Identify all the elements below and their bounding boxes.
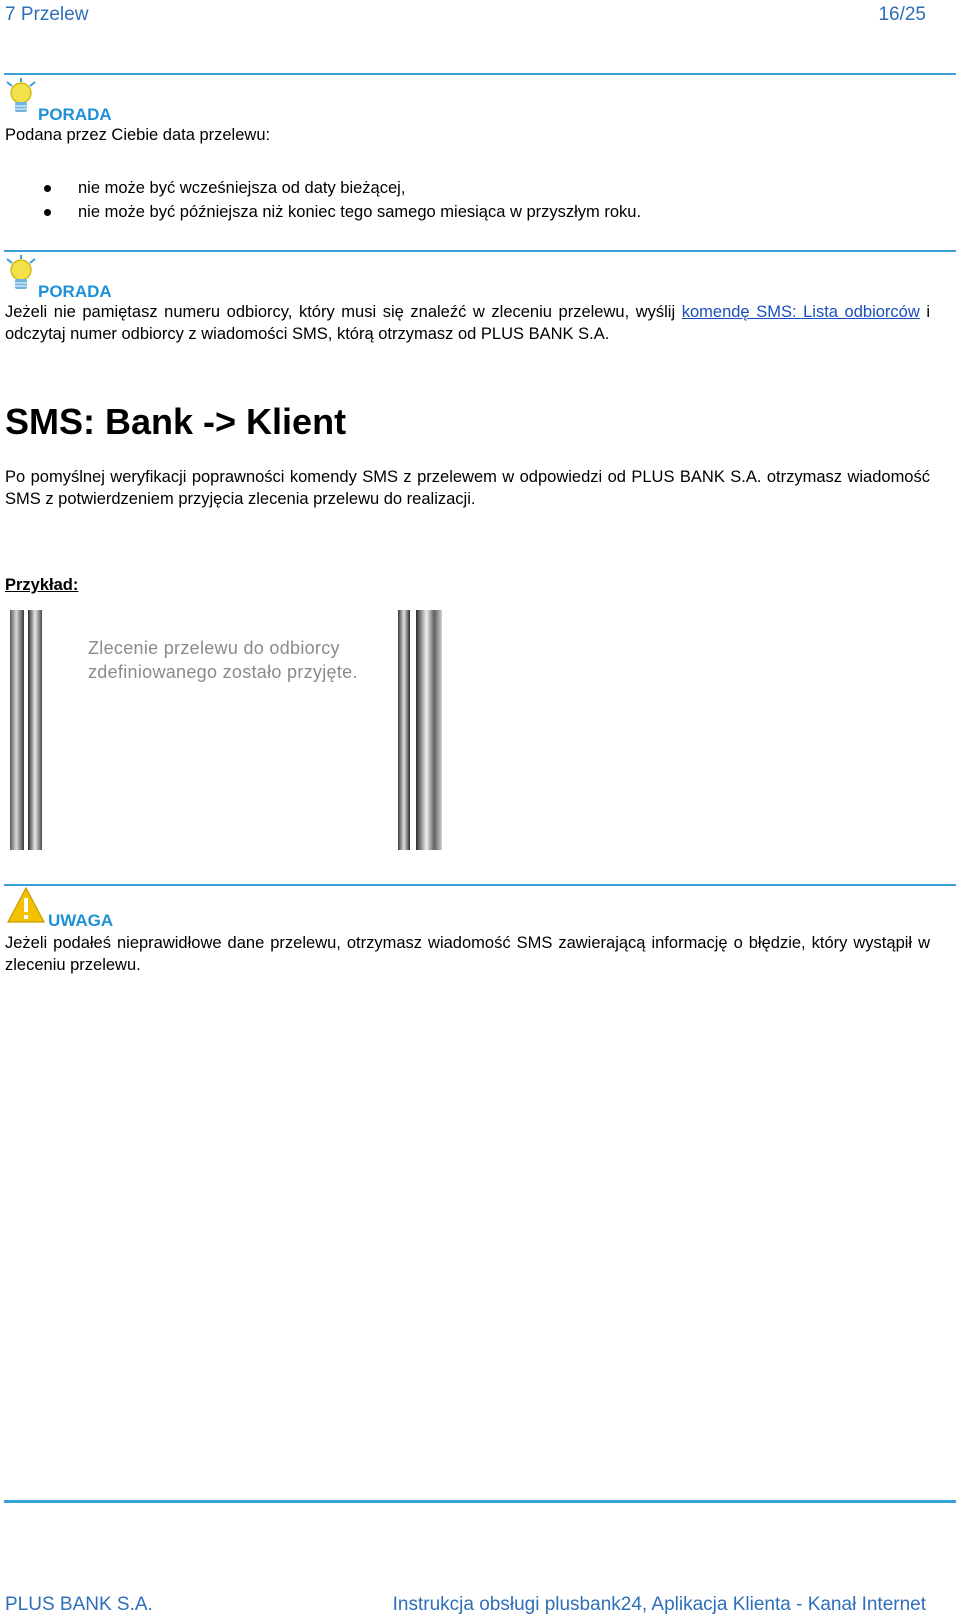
footer-doc-title: Instrukcja obsługi plusbank24, Aplikacja Klienta - Kanał Internet [392,1594,926,1615]
tip-label: PORADA [38,282,112,301]
footer-company: PLUS BANK S.A. [5,1594,153,1615]
warning-text: Jeżeli podałeś nieprawidłowe dane przelewu, otrzymasz wiadomość SMS zawierającą informację o błędzie, który wystąpił w zleceniu przelewu. [5,934,930,974]
phone-frame-right [416,610,442,850]
tip-label: PORADA [38,105,112,124]
tip-text-after: i odczytaj numer odbiorcy z wiadomości SMS, którą otrzymasz od PLUS BANK S.A. [5,303,931,343]
tip-divider [4,250,956,252]
phone-frame-left [10,610,24,850]
chapter-title: 7 Przelew [5,4,89,25]
lightbulb-icon [4,255,38,295]
warning-divider [4,884,956,886]
section-title: SMS: Bank -> Klient [5,401,347,442]
footer-divider [4,1500,956,1503]
sms-message-text: Zlecenie przelewu do odbiorcy zdefiniowanego zostało przyjęte. [88,638,358,682]
sms-command-link[interactable]: komendę SMS: Lista odbiorców [681,303,920,321]
phone-frame-right-inner [398,610,410,850]
tip-divider [4,73,956,75]
example-label: Przykład: [5,576,79,594]
list-item: nie może być wcześniejsza od daty bieżącej, [40,177,641,201]
list-item: nie może być późniejsza niż koniec tego samego miesiąca w przyszłym roku. [40,201,641,225]
tip-text [5,301,930,345]
phone-frame-left-inner [28,610,42,850]
warning-label: UWAGA [48,911,114,930]
section-body: Po pomyślnej weryfikacji poprawności komendy SMS z przelewem w odpowiedzi od PLUS BANK S.A. otrzymasz wiadomość SMS z potwierdzeniem przyjęcia zlecenia przelewu do realizacji. [5,468,930,508]
sms-screenshot [10,610,442,850]
lightbulb-icon [4,78,38,118]
page-number: 16/25 [878,4,926,25]
bullet-list [40,177,641,225]
warning-icon [6,886,46,924]
tip-text-before: Jeżeli nie pamiętasz numeru odbiorcy, który musi się znaleźć w zleceniu przelewu, wyślij [5,303,682,321]
tip-intro: Podana przez Ciebie data przelewu: [5,126,271,144]
